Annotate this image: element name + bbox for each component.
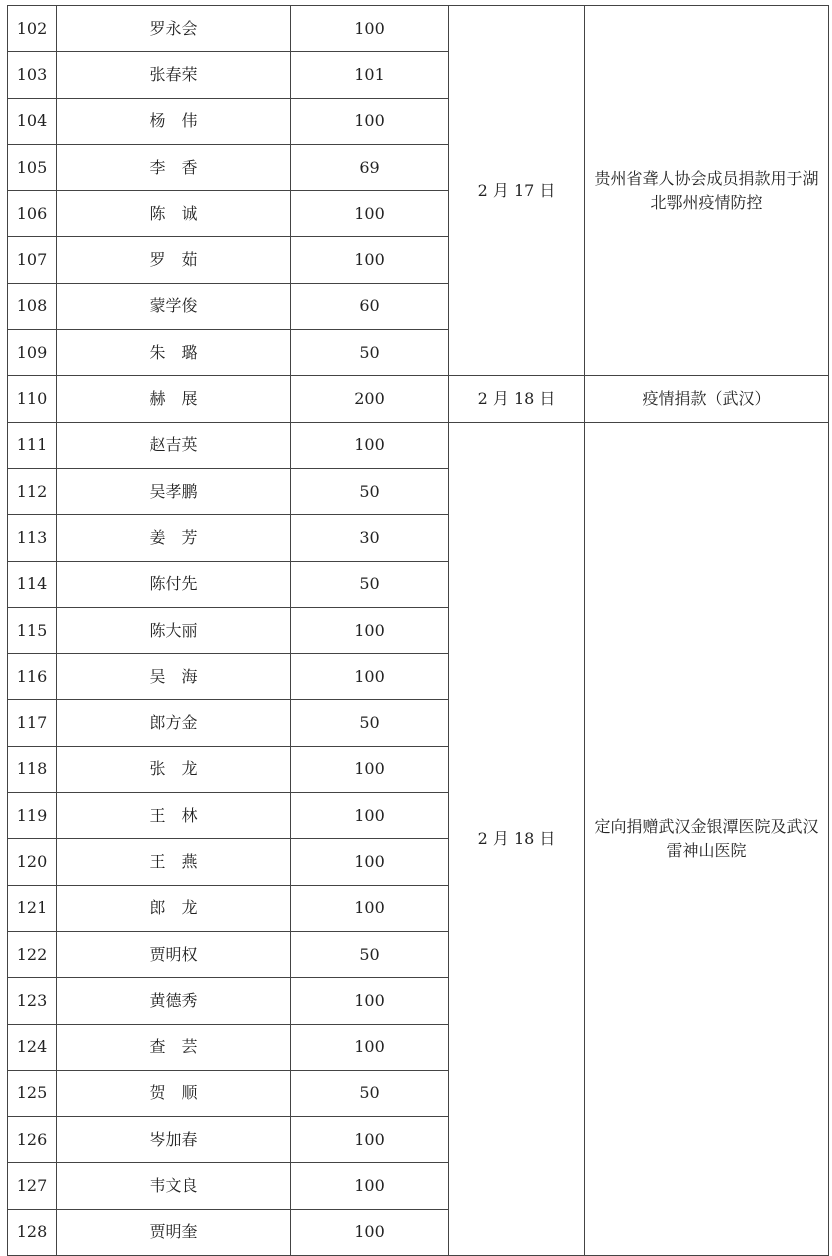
- row-number-cell: 125: [8, 1070, 57, 1116]
- row-number-cell: 120: [8, 839, 57, 885]
- amount-cell: 100: [291, 1209, 449, 1255]
- note-cell: 疫情捐款（武汉）: [585, 376, 829, 422]
- note-cell: 贵州省聋人协会成员捐款用于湖北鄂州疫情防控: [585, 6, 829, 376]
- donor-name-cell: 张 龙: [57, 746, 291, 792]
- row-number-cell: 117: [8, 700, 57, 746]
- donor-name-cell: 韦文良: [57, 1163, 291, 1209]
- amount-cell: 100: [291, 885, 449, 931]
- row-number-cell: 103: [8, 52, 57, 98]
- amount-cell: 100: [291, 978, 449, 1024]
- row-number-cell: 126: [8, 1117, 57, 1163]
- amount-cell: 100: [291, 98, 449, 144]
- donor-name-cell: 朱 璐: [57, 330, 291, 376]
- donor-name-cell: 蒙学俊: [57, 283, 291, 329]
- donor-name-cell: 李 香: [57, 144, 291, 190]
- donor-name-cell: 查 芸: [57, 1024, 291, 1070]
- row-number-cell: 116: [8, 654, 57, 700]
- amount-cell: 100: [291, 839, 449, 885]
- row-number-cell: 127: [8, 1163, 57, 1209]
- row-number-cell: 105: [8, 144, 57, 190]
- donor-name-cell: 郎 龙: [57, 885, 291, 931]
- amount-cell: 50: [291, 561, 449, 607]
- amount-cell: 101: [291, 52, 449, 98]
- donor-name-cell: 赫 展: [57, 376, 291, 422]
- row-number-cell: 108: [8, 283, 57, 329]
- donor-name-cell: 张春荣: [57, 52, 291, 98]
- row-number-cell: 115: [8, 607, 57, 653]
- amount-cell: 100: [291, 1163, 449, 1209]
- date-cell: 2 月 18 日: [449, 422, 585, 1255]
- donor-name-cell: 贾明权: [57, 931, 291, 977]
- donor-name-cell: 杨 伟: [57, 98, 291, 144]
- donor-name-cell: 姜 芳: [57, 515, 291, 561]
- donation-table: [7, 5, 829, 1256]
- row-number-cell: 121: [8, 885, 57, 931]
- amount-cell: 100: [291, 654, 449, 700]
- row-number-cell: 110: [8, 376, 57, 422]
- amount-cell: 50: [291, 330, 449, 376]
- row-number-cell: 102: [8, 6, 57, 52]
- table-row: [8, 422, 829, 468]
- row-number-cell: 123: [8, 978, 57, 1024]
- amount-cell: 50: [291, 1070, 449, 1116]
- amount-cell: 100: [291, 237, 449, 283]
- row-number-cell: 112: [8, 468, 57, 514]
- amount-cell: 50: [291, 931, 449, 977]
- row-number-cell: 124: [8, 1024, 57, 1070]
- donor-name-cell: 王 燕: [57, 839, 291, 885]
- donor-name-cell: 郎方金: [57, 700, 291, 746]
- row-number-cell: 122: [8, 931, 57, 977]
- row-number-cell: 104: [8, 98, 57, 144]
- amount-cell: 69: [291, 144, 449, 190]
- donor-name-cell: 陈 诚: [57, 191, 291, 237]
- amount-cell: 50: [291, 700, 449, 746]
- donor-name-cell: 吴 海: [57, 654, 291, 700]
- row-number-cell: 107: [8, 237, 57, 283]
- donor-name-cell: 吴孝鹏: [57, 468, 291, 514]
- note-cell: 定向捐赠武汉金银潭医院及武汉雷神山医院: [585, 422, 829, 1255]
- amount-cell: 100: [291, 422, 449, 468]
- donor-name-cell: 贺 顺: [57, 1070, 291, 1116]
- amount-cell: 100: [291, 607, 449, 653]
- date-cell: 2 月 18 日: [449, 376, 585, 422]
- row-number-cell: 109: [8, 330, 57, 376]
- donor-name-cell: 罗永会: [57, 6, 291, 52]
- row-number-cell: 128: [8, 1209, 57, 1255]
- amount-cell: 100: [291, 1117, 449, 1163]
- donation-table-container: [7, 5, 828, 1256]
- table-row: [8, 376, 829, 422]
- amount-cell: 60: [291, 283, 449, 329]
- donor-name-cell: 赵吉英: [57, 422, 291, 468]
- donor-name-cell: 陈付先: [57, 561, 291, 607]
- amount-cell: 100: [291, 746, 449, 792]
- donor-name-cell: 贾明奎: [57, 1209, 291, 1255]
- donor-name-cell: 王 林: [57, 793, 291, 839]
- donor-name-cell: 陈大丽: [57, 607, 291, 653]
- amount-cell: 100: [291, 191, 449, 237]
- amount-cell: 50: [291, 468, 449, 514]
- donor-name-cell: 罗 茹: [57, 237, 291, 283]
- table-row: [8, 6, 829, 52]
- amount-cell: 100: [291, 6, 449, 52]
- row-number-cell: 114: [8, 561, 57, 607]
- donor-name-cell: 黄德秀: [57, 978, 291, 1024]
- amount-cell: 200: [291, 376, 449, 422]
- date-cell: 2 月 17 日: [449, 6, 585, 376]
- donor-name-cell: 岑加春: [57, 1117, 291, 1163]
- amount-cell: 30: [291, 515, 449, 561]
- amount-cell: 100: [291, 1024, 449, 1070]
- row-number-cell: 111: [8, 422, 57, 468]
- row-number-cell: 119: [8, 793, 57, 839]
- row-number-cell: 118: [8, 746, 57, 792]
- row-number-cell: 113: [8, 515, 57, 561]
- row-number-cell: 106: [8, 191, 57, 237]
- donation-table-body: [8, 6, 829, 1256]
- amount-cell: 100: [291, 793, 449, 839]
